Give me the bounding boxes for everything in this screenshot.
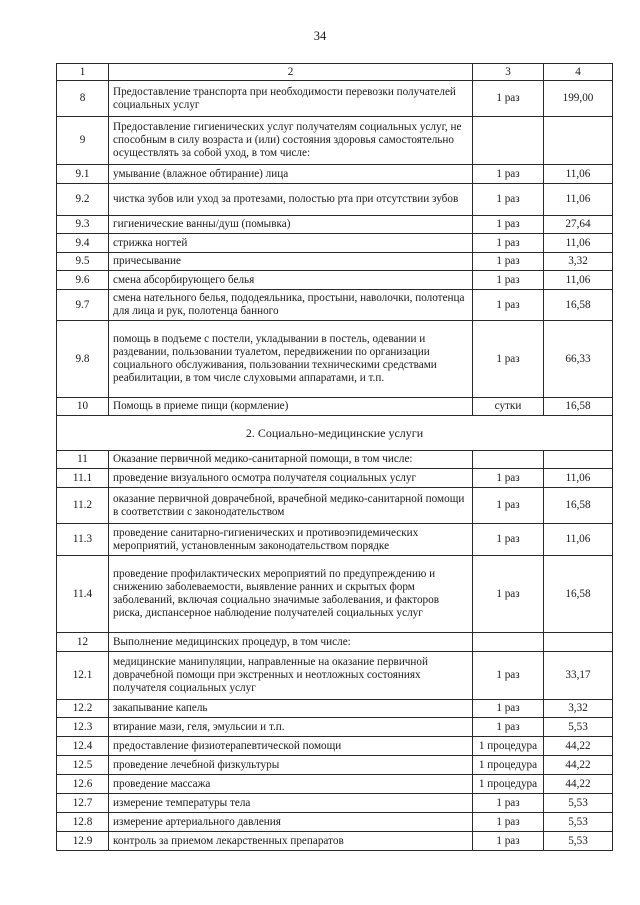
service-description-cell: Оказание первичной медико-санитарной помощи, в том числе: (109, 451, 473, 469)
unit-cell: 1 раз (473, 469, 544, 488)
price-cell: 11,06 (544, 184, 613, 216)
unit-cell: 1 раз (473, 488, 544, 524)
table-row (57, 737, 613, 756)
service-description-cell: умывание (влажное обтирание) лица (109, 165, 473, 184)
unit-cell: 1 раз (473, 81, 544, 117)
section-heading: 2. Социально-медицинские услуги (57, 416, 613, 451)
row-number-cell: 11 (57, 451, 109, 469)
service-description-cell: проведение массажа (109, 775, 473, 794)
row-number-cell: 11.2 (57, 488, 109, 524)
row-number-cell: 10 (57, 398, 109, 416)
row-number-cell: 9.5 (57, 253, 109, 271)
price-cell (544, 451, 613, 469)
header-cell-unit: 3 (473, 64, 544, 81)
header-cell-price: 4 (544, 64, 613, 81)
unit-cell: 1 раз (473, 700, 544, 718)
header-row (57, 64, 613, 81)
table-row (57, 794, 613, 813)
unit-cell: 1 раз (473, 216, 544, 234)
unit-cell: 1 раз (473, 253, 544, 271)
header-cell-service: 2 (109, 64, 473, 81)
unit-cell: 1 раз (473, 652, 544, 700)
row-number-cell: 9.8 (57, 321, 109, 398)
unit-cell: 1 раз (473, 794, 544, 813)
table-row (57, 451, 613, 469)
service-description-cell: измерение артериального давления (109, 813, 473, 832)
price-cell: 16,58 (544, 290, 613, 321)
row-number-cell: 12.9 (57, 832, 109, 851)
row-number-cell: 12.7 (57, 794, 109, 813)
table-row (57, 271, 613, 290)
service-description-cell: предоставление физиотерапевтической помощи (109, 737, 473, 756)
table-row (57, 469, 613, 488)
price-cell: 5,53 (544, 832, 613, 851)
price-cell: 16,58 (544, 398, 613, 416)
unit-cell: 1 раз (473, 524, 544, 556)
unit-cell: 1 раз (473, 234, 544, 253)
price-cell (544, 633, 613, 652)
unit-cell: 1 раз (473, 184, 544, 216)
service-description-cell: чистка зубов или уход за протезами, полостью рта при отсутствии зубов (109, 184, 473, 216)
table-row (57, 775, 613, 794)
row-number-cell: 9.7 (57, 290, 109, 321)
service-description-cell: проведение визуального осмотра получателя социальных услуг (109, 469, 473, 488)
table-row (57, 813, 613, 832)
services-table (56, 63, 613, 851)
row-number-cell: 11.3 (57, 524, 109, 556)
price-cell: 66,33 (544, 321, 613, 398)
service-description-cell: контроль за приемом лекарственных препаратов (109, 832, 473, 851)
row-number-cell: 12.5 (57, 756, 109, 775)
table-row (57, 398, 613, 416)
section-heading-row (57, 416, 613, 451)
page-number: 34 (313, 29, 327, 43)
row-number-cell: 12 (57, 633, 109, 652)
unit-cell: 1 раз (473, 290, 544, 321)
price-cell: 11,06 (544, 165, 613, 184)
price-cell: 5,53 (544, 718, 613, 737)
price-cell: 44,22 (544, 737, 613, 756)
service-description-cell: измерение температуры тела (109, 794, 473, 813)
service-description-cell: медицинские манипуляции, направленные на оказание первичной доврачебной помощи при экстренных и неотложных состояниях получателя социальных услуг (109, 652, 473, 700)
unit-cell: 1 процедура (473, 737, 544, 756)
services-table-body (57, 64, 613, 851)
table-row (57, 524, 613, 556)
table-row (57, 556, 613, 633)
row-number-cell: 11.4 (57, 556, 109, 633)
table-row (57, 81, 613, 117)
row-number-cell: 9.2 (57, 184, 109, 216)
price-cell: 16,58 (544, 488, 613, 524)
service-description-cell: смена абсорбирующего белья (109, 271, 473, 290)
service-description-cell: проведение санитарно-гигиенических и противоэпидемических мероприятий, установленным законодательством порядке (109, 524, 473, 556)
price-cell: 3,32 (544, 700, 613, 718)
price-cell: 16,58 (544, 556, 613, 633)
service-description-cell: Выполнение медицинских процедур, в том числе: (109, 633, 473, 652)
service-description-cell: закапывание капель (109, 700, 473, 718)
unit-cell: сутки (473, 398, 544, 416)
unit-cell: 1 процедура (473, 756, 544, 775)
row-number-cell: 12.6 (57, 775, 109, 794)
service-description-cell: Помощь в приеме пищи (кормление) (109, 398, 473, 416)
service-description-cell: помощь в подъеме с постели, укладывании в постель, одевании и раздевании, пользовании туалетом, передвижении по организации социального обслуживания, пользовании техническими средствами реабилитации, в том числе слуховыми аппаратами, и т.п. (109, 321, 473, 398)
unit-cell: 1 раз (473, 321, 544, 398)
table-row (57, 216, 613, 234)
table-row (57, 488, 613, 524)
unit-cell: 1 раз (473, 165, 544, 184)
price-cell: 27,64 (544, 216, 613, 234)
price-cell: 5,53 (544, 794, 613, 813)
table-row (57, 117, 613, 165)
table-row (57, 321, 613, 398)
unit-cell: 1 раз (473, 718, 544, 737)
row-number-cell: 12.4 (57, 737, 109, 756)
service-description-cell: смена нательного белья, пододеяльника, простыни, наволочки, полотенца для лица и рук, полотенца банного (109, 290, 473, 321)
row-number-cell: 12.8 (57, 813, 109, 832)
row-number-cell: 9 (57, 117, 109, 165)
price-cell: 44,22 (544, 756, 613, 775)
unit-cell: 1 раз (473, 271, 544, 290)
table-row (57, 633, 613, 652)
row-number-cell: 9.4 (57, 234, 109, 253)
row-number-cell: 12.2 (57, 700, 109, 718)
table-row (57, 832, 613, 851)
service-description-cell: оказание первичной доврачебной, врачебной медико-санитарной помощи в соответствии с законодательством (109, 488, 473, 524)
price-cell (544, 117, 613, 165)
price-cell: 33,17 (544, 652, 613, 700)
unit-cell (473, 633, 544, 652)
row-number-cell: 9.3 (57, 216, 109, 234)
price-cell: 3,32 (544, 253, 613, 271)
table-row (57, 290, 613, 321)
unit-cell (473, 117, 544, 165)
service-description-cell: проведение лечебной физкультуры (109, 756, 473, 775)
price-cell: 5,53 (544, 813, 613, 832)
service-description-cell: Предоставление транспорта при необходимости перевозки получателей социальных услуг (109, 81, 473, 117)
table-row (57, 165, 613, 184)
table-row (57, 718, 613, 737)
row-number-cell: 12.1 (57, 652, 109, 700)
table-row (57, 253, 613, 271)
price-cell: 11,06 (544, 234, 613, 253)
table-row (57, 652, 613, 700)
table-row (57, 700, 613, 718)
unit-cell (473, 451, 544, 469)
row-number-cell: 12.3 (57, 718, 109, 737)
price-cell: 199,00 (544, 81, 613, 117)
unit-cell: 1 раз (473, 556, 544, 633)
price-cell: 11,06 (544, 271, 613, 290)
unit-cell: 1 раз (473, 813, 544, 832)
table-row (57, 234, 613, 253)
header-cell-num: 1 (57, 64, 109, 81)
unit-cell: 1 процедура (473, 775, 544, 794)
service-description-cell: проведение профилактических мероприятий по предупреждению и снижению заболеваемости, выявление ранних и скрытых форм заболеваний, включая социально значимые заболевания, и факторов риска, диспансерное наблюдение получателей социальных услуг (109, 556, 473, 633)
service-description-cell: Предоставление гигиенических услуг получателям социальных услуг, не способным в силу возраста и (или) состояния здоровья самостоятельно осуществлять за собой уход, в том числе: (109, 117, 473, 165)
row-number-cell: 9.1 (57, 165, 109, 184)
unit-cell: 1 раз (473, 832, 544, 851)
service-description-cell: стрижка ногтей (109, 234, 473, 253)
table-row (57, 756, 613, 775)
service-description-cell: гигиенические ванны/душ (помывка) (109, 216, 473, 234)
row-number-cell: 11.1 (57, 469, 109, 488)
price-cell: 11,06 (544, 469, 613, 488)
price-cell: 44,22 (544, 775, 613, 794)
price-cell: 11,06 (544, 524, 613, 556)
row-number-cell: 8 (57, 81, 109, 117)
table-row (57, 184, 613, 216)
service-description-cell: втирание мази, геля, эмульсии и т.п. (109, 718, 473, 737)
service-description-cell: причесывание (109, 253, 473, 271)
row-number-cell: 9.6 (57, 271, 109, 290)
